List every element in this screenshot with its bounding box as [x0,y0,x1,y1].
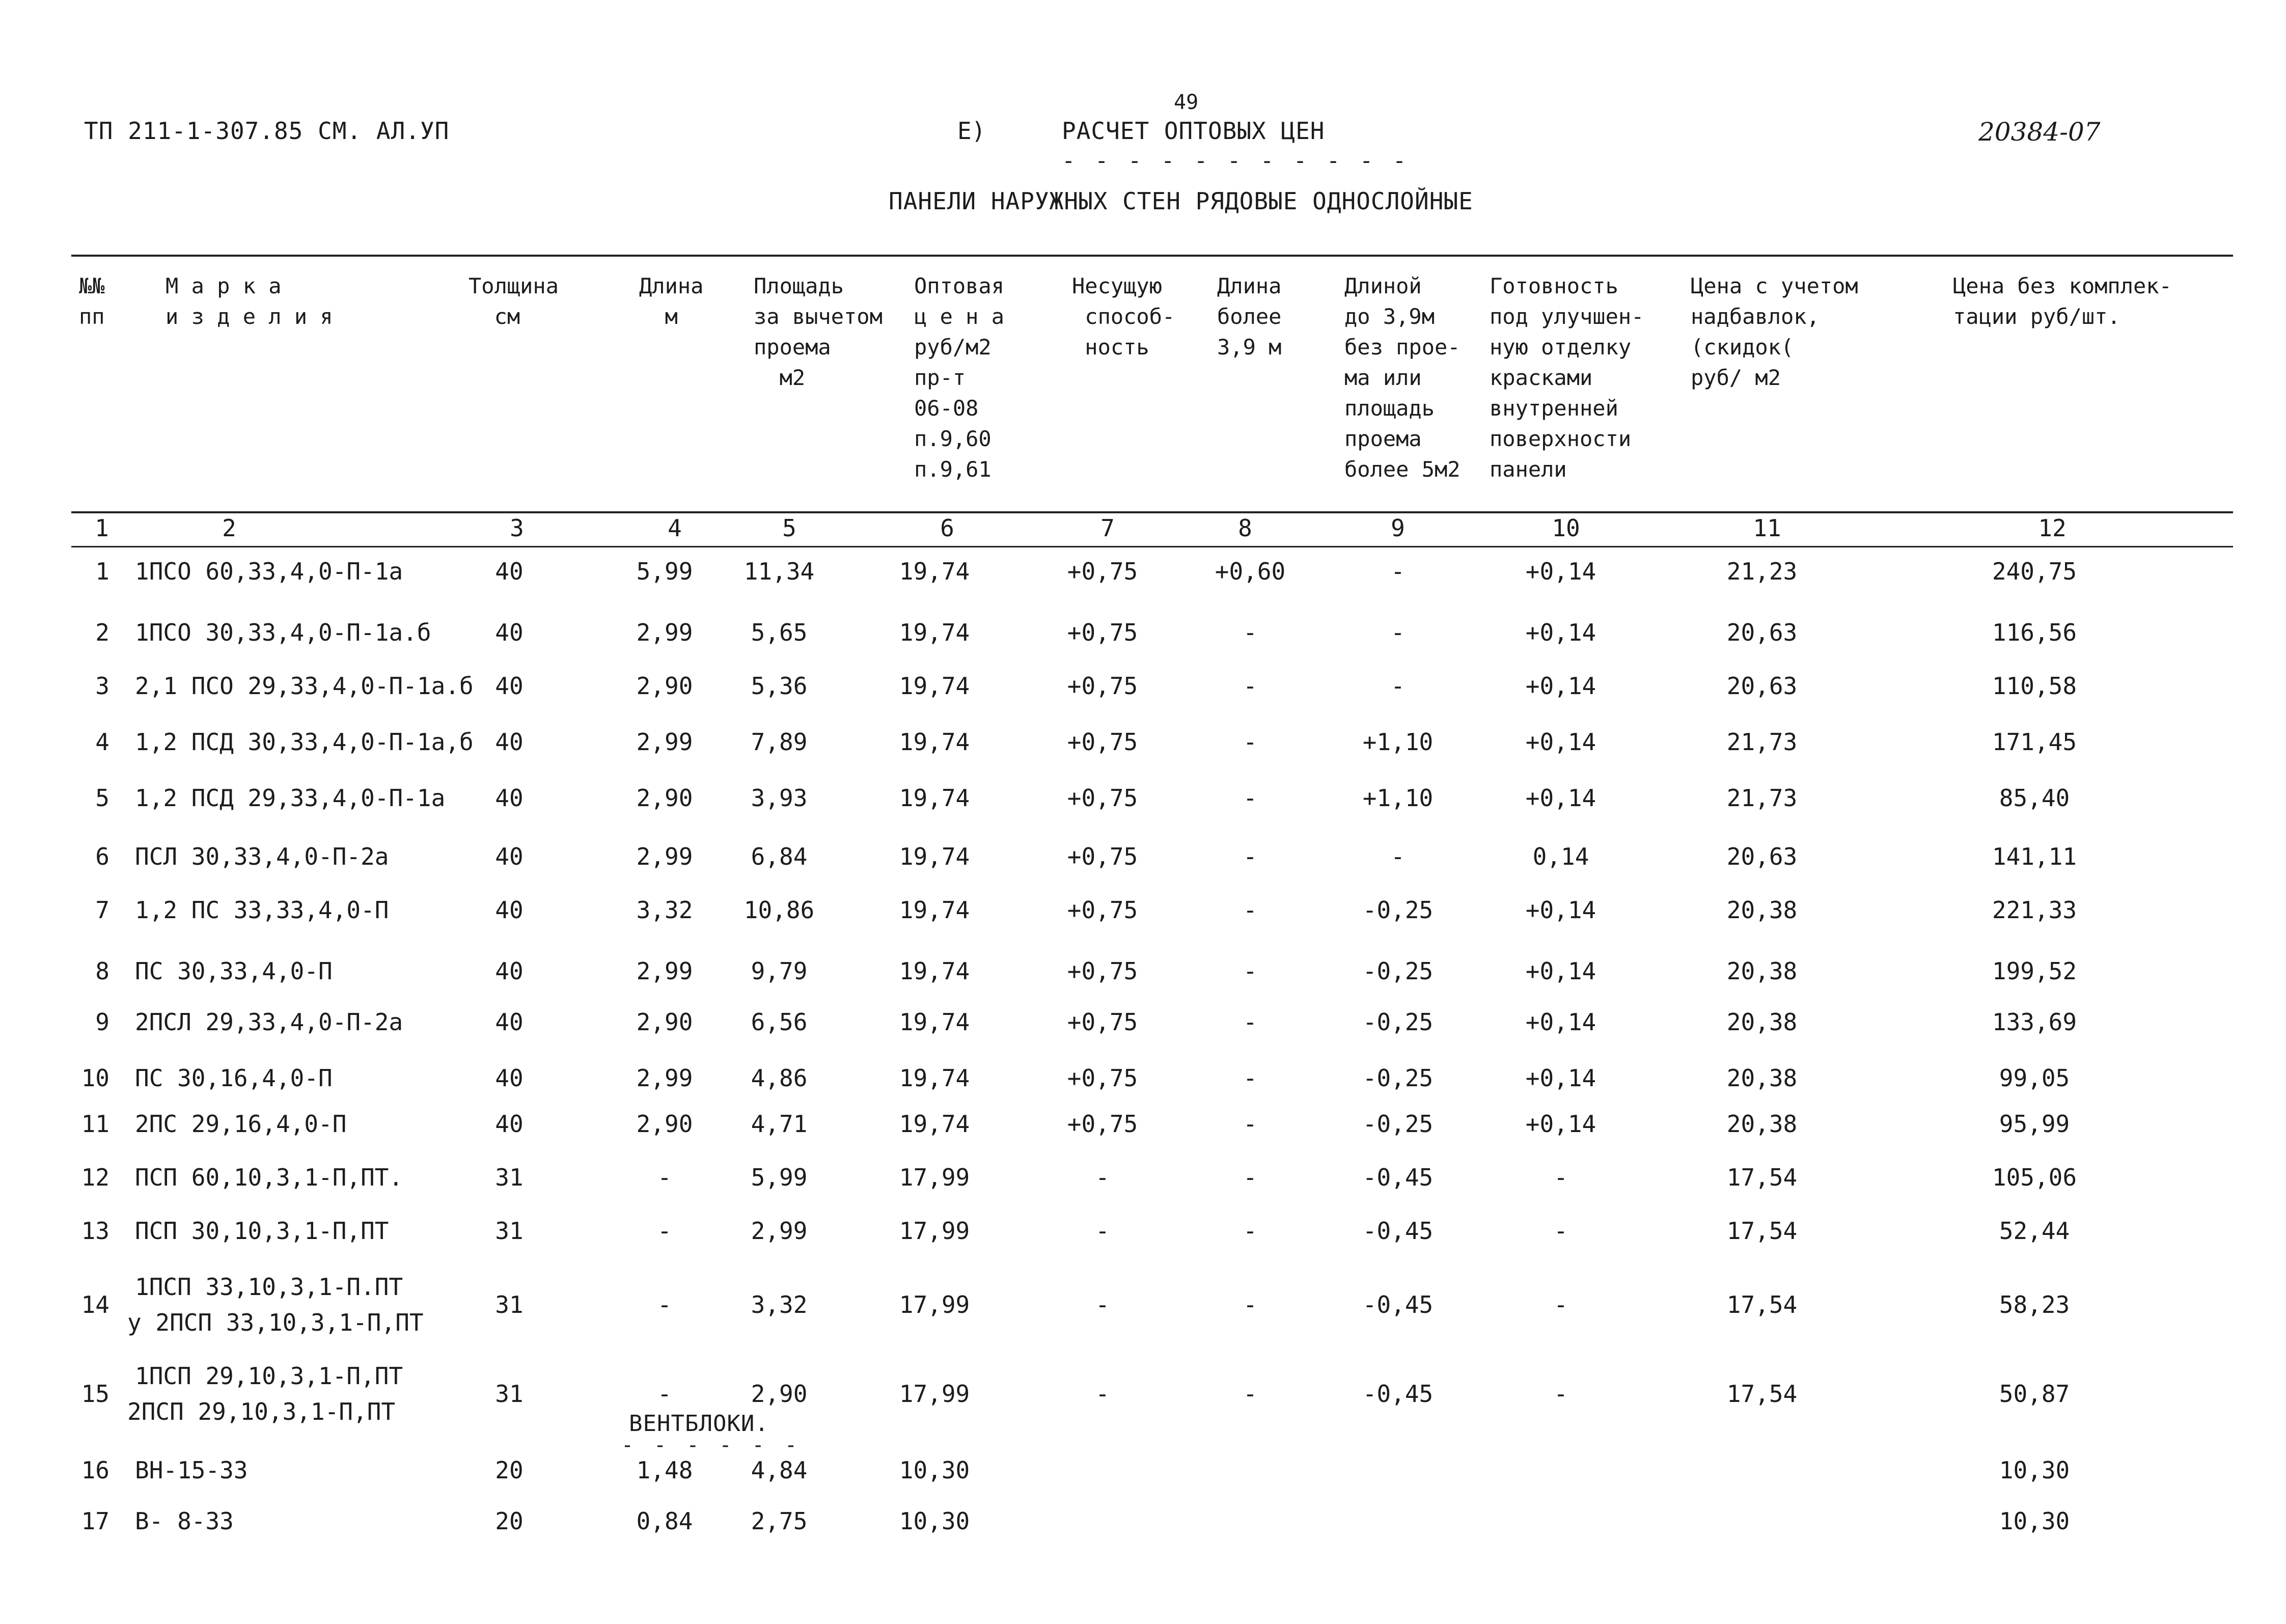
cell-area: 4,71 [751,1110,808,1138]
ventblocks-underline: - - - - - - [621,1434,801,1457]
cell-finish: +0,14 [1525,1008,1596,1036]
cell-wholesale: 19,74 [899,619,970,646]
cell-wholesale: 10,30 [899,1507,970,1535]
cell-thickness: 31 [495,1291,524,1318]
cell-thickness: 40 [495,784,524,812]
cell-no: 16 [81,1456,109,1484]
cell-price-adj: 20,63 [1726,619,1798,646]
cell-length-upto: -0,25 [1362,957,1434,985]
cell-length-over: - [1243,1110,1257,1138]
cell-length-upto: -0,25 [1362,1064,1434,1092]
cell-area: 3,93 [751,784,808,812]
cell-bearing: - [1095,1291,1110,1318]
cell-thickness: 40 [495,558,524,585]
cell-length-upto: -0,45 [1362,1380,1434,1408]
cell-price-adj: 20,38 [1726,1064,1798,1092]
cell-area: 3,32 [751,1291,808,1318]
cell-area: 7,89 [751,728,808,756]
cell-area: 5,36 [751,672,808,700]
cell-length: 3,32 [636,896,693,924]
cell-finish: +0,14 [1525,896,1596,924]
cell-no: 17 [81,1507,109,1535]
archive-number: 20384-07 [1978,117,2101,147]
cell-length: 1,48 [636,1456,693,1484]
cell-length: 2,99 [636,619,693,646]
cell-wholesale: 19,74 [899,1110,970,1138]
cell-price-adj: 20,38 [1726,896,1798,924]
cell-area: 2,75 [751,1507,808,1535]
cell-bearing: +0,75 [1067,558,1138,585]
cell-length-upto: -0,25 [1362,1008,1434,1036]
cell-area: 2,99 [751,1217,808,1245]
cell-bearing: +0,75 [1067,843,1138,870]
cell-thickness: 40 [495,619,524,646]
cell-mark: 1,2 ПСД 29,33,4,0-П-1а [135,784,446,812]
cell-length-over: - [1243,1380,1257,1408]
cell-length-over: - [1243,619,1257,646]
column-number: 2 [222,514,236,542]
header-finish: Готовность под улучшен- ную отделку красками внутренней поверхности панели [1490,273,1644,482]
cell-length-over: - [1243,1008,1257,1036]
table-subtitle: ПАНЕЛИ НАРУЖНЫХ СТЕН РЯДОВЫЕ ОДНОСЛОЙНЫЕ [889,187,1473,215]
header-length-upto: Длиной до 3,9м без прое- ма или площадь проема более 5м2 [1344,273,1461,482]
cell-price-adj: 20,38 [1726,957,1798,985]
cell-price-adj: 20,38 [1726,1110,1798,1138]
cell-bearing: +0,75 [1067,728,1138,756]
cell-area: 4,86 [751,1064,808,1092]
cell-length-upto: -0,25 [1362,896,1434,924]
cell-no: 5 [95,784,109,812]
cell-length: - [657,1380,672,1408]
header-length: Длина м [639,273,704,329]
cell-bearing: +0,75 [1067,672,1138,700]
cell-no: 1 [95,558,109,585]
cell-price-adj: 20,63 [1726,843,1798,870]
cell-mark: 1,2 ПС 33,33,4,0-П [135,896,389,924]
cell-no: 9 [95,1008,109,1036]
cell-price-adj: 17,54 [1726,1217,1798,1245]
cell-length: - [657,1217,672,1245]
cell-mark: В- 8-33 [135,1507,234,1535]
cell-area: 6,84 [751,843,808,870]
cell-price-unit: 133,69 [1992,1008,2077,1036]
header-wholesale: Оптовая ц е н а руб/м2 пр-т 06-08 п.9,60 п.9,61 [914,273,1005,482]
cell-price-unit: 199,52 [1992,957,2077,985]
cell-mark: ПС 30,16,4,0-П [135,1064,333,1092]
header-price-adj: Цена с учетом надбавлок, (скидок( руб/ м2 [1691,273,1858,390]
cell-thickness: 40 [495,957,524,985]
cell-wholesale: 19,74 [899,957,970,985]
cell-price-unit: 141,11 [1992,843,2077,870]
cell-finish: +0,14 [1525,619,1596,646]
cell-finish: 0,14 [1532,843,1589,870]
header-price-unit: Цена без комплек- тации руб/шт. [1953,273,2172,329]
cell-length-upto: -0,25 [1362,1110,1434,1138]
cell-thickness: 20 [495,1456,524,1484]
cell-price-adj: 20,38 [1726,1008,1798,1036]
header-length-over: Длина более 3,9 м [1217,273,1282,360]
cell-bearing: - [1095,1164,1110,1191]
cell-bearing: +0,75 [1067,896,1138,924]
cell-no: 11 [81,1110,109,1138]
column-number: 3 [510,514,524,542]
cell-price-unit: 221,33 [1992,896,2077,924]
cell-price-adj: 21,73 [1726,784,1798,812]
cell-area: 2,90 [751,1380,808,1408]
cell-wholesale: 19,74 [899,558,970,585]
cell-wholesale: 17,99 [899,1291,970,1318]
column-number: 12 [2038,514,2067,542]
cell-area: 10,86 [743,896,815,924]
cell-length-upto: - [1391,843,1405,870]
cell-length: 2,99 [636,957,693,985]
cell-no: 13 [81,1217,109,1245]
cell-length: - [657,1164,672,1191]
cell-price-adj: 17,54 [1726,1164,1798,1191]
header-area: Площадь за вычетом проема м2 [754,273,883,390]
cell-length: 2,99 [636,728,693,756]
cell-thickness: 40 [495,896,524,924]
cell-no: 3 [95,672,109,700]
header-no: №№ пп [79,273,105,329]
cell-length-over: - [1243,1164,1257,1191]
document-code: ТП 211-1-307.85 СМ. АЛ.УП [84,117,450,145]
page-number: 49 [1174,91,1199,114]
cell-area: 4,84 [751,1456,808,1484]
column-number: 4 [668,514,682,542]
cell-wholesale: 17,99 [899,1217,970,1245]
header-thickness: Толщина см [469,273,559,329]
cell-finish: +0,14 [1525,957,1596,985]
table-top-rule [71,255,2233,257]
cell-finish: +0,14 [1525,672,1596,700]
column-number: 11 [1753,514,1781,542]
cell-no: 2 [95,619,109,646]
cell-length: - [657,1291,672,1318]
cell-length: 2,90 [636,784,693,812]
cell-bearing: +0,75 [1067,957,1138,985]
cell-price-unit: 240,75 [1992,558,2077,585]
cell-no: 4 [95,728,109,756]
cell-price-unit: 58,23 [1999,1291,2070,1318]
cell-thickness: 31 [495,1380,524,1408]
cell-price-unit: 95,99 [1999,1110,2070,1138]
header-mark: М а р к а и з д е л и я [166,273,333,329]
cell-mark: 2ПСЛ 29,33,4,0-П-2а [135,1008,403,1036]
cell-bearing: +0,75 [1067,1110,1138,1138]
cell-wholesale: 19,74 [899,672,970,700]
cell-bearing: +0,75 [1067,619,1138,646]
cell-mark: 2,1 ПСО 29,33,4,0-П-1а.б [135,672,474,700]
cell-finish: +0,14 [1525,728,1596,756]
column-number: 5 [782,514,796,542]
cell-price-unit: 99,05 [1999,1064,2070,1092]
cell-thickness: 20 [495,1507,524,1535]
cell-wholesale: 19,74 [899,896,970,924]
cell-price-unit: 85,40 [1999,784,2070,812]
cell-price-unit: 50,87 [1999,1380,2070,1408]
cell-wholesale: 17,99 [899,1164,970,1191]
cell-thickness: 31 [495,1164,524,1191]
cell-bearing: - [1095,1380,1110,1408]
cell-no: 6 [95,843,109,870]
cell-length: 0,84 [636,1507,693,1535]
header-bearing: Несущую способ- ность [1072,273,1175,360]
cell-price-unit: 116,56 [1992,619,2077,646]
cell-length: 2,99 [636,1064,693,1092]
cell-price-adj: 20,63 [1726,672,1798,700]
cell-mark: 1ПСП 33,10,3,1-П.ПТ [135,1273,403,1301]
cell-no: 14 [81,1291,109,1318]
cell-length-over: - [1243,843,1257,870]
cell-thickness: 40 [495,843,524,870]
cell-mark: 2ПС 29,16,4,0-П [135,1110,347,1138]
cell-thickness: 40 [495,1008,524,1036]
cell-length-upto: - [1391,619,1405,646]
cell-area: 9,79 [751,957,808,985]
cell-price-unit: 52,44 [1999,1217,2070,1245]
cell-length: 5,99 [636,558,693,585]
cell-mark: ПСП 60,10,3,1-П,ПТ. [135,1164,403,1191]
cell-finish: - [1554,1291,1568,1318]
cell-length-over: - [1243,672,1257,700]
cell-length-over: +0,60 [1215,558,1286,585]
column-numbers-rule [71,546,2233,547]
cell-price-adj: 21,73 [1726,728,1798,756]
column-number: 1 [95,514,109,542]
cell-mark: ПСП 30,10,3,1-П,ПТ [135,1217,389,1245]
cell-mark-line2: 2ПСП 29,10,3,1-П,ПТ [127,1398,396,1425]
cell-thickness: 40 [495,672,524,700]
cell-mark-line2: у 2ПСП 33,10,3,1-П,ПТ [127,1309,424,1336]
cell-bearing: +0,75 [1067,784,1138,812]
cell-length-over: - [1243,728,1257,756]
cell-price-unit: 10,30 [1999,1456,2070,1484]
cell-price-unit: 10,30 [1999,1507,2070,1535]
cell-length-upto: +1,10 [1362,784,1434,812]
cell-area: 5,65 [751,619,808,646]
cell-length-over: - [1243,1064,1257,1092]
cell-wholesale: 10,30 [899,1456,970,1484]
cell-area: 6,56 [751,1008,808,1036]
cell-length: 2,90 [636,1008,693,1036]
cell-wholesale: 19,74 [899,1008,970,1036]
cell-mark: ВН-15-33 [135,1456,248,1484]
cell-wholesale: 19,74 [899,843,970,870]
column-number: 6 [940,514,954,542]
cell-finish: +0,14 [1525,1064,1596,1092]
cell-thickness: 40 [495,1064,524,1092]
cell-length-over: - [1243,1291,1257,1318]
cell-price-unit: 105,06 [1992,1164,2077,1191]
column-number: 10 [1552,514,1580,542]
cell-bearing: +0,75 [1067,1008,1138,1036]
cell-price-adj: 17,54 [1726,1380,1798,1408]
cell-wholesale: 17,99 [899,1380,970,1408]
cell-wholesale: 19,74 [899,728,970,756]
ventblocks-subheading: ВЕНТБЛОКИ. [629,1411,769,1437]
cell-no: 15 [81,1380,109,1408]
cell-no: 12 [81,1164,109,1191]
cell-mark: ПС 30,33,4,0-П [135,957,333,985]
cell-price-unit: 110,58 [1992,672,2077,700]
cell-mark: 1ПСП 29,10,3,1-П,ПТ [135,1362,403,1390]
cell-length-upto: -0,45 [1362,1164,1434,1191]
cell-length: 2,90 [636,672,693,700]
cell-finish: +0,14 [1525,784,1596,812]
cell-bearing: +0,75 [1067,1064,1138,1092]
cell-wholesale: 19,74 [899,784,970,812]
cell-finish: - [1554,1380,1568,1408]
cell-mark: ПСЛ 30,33,4,0-П-2а [135,843,389,870]
cell-no: 8 [95,957,109,985]
cell-length-over: - [1243,784,1257,812]
cell-length-upto: +1,10 [1362,728,1434,756]
section-letter: Е) [957,117,986,145]
section-title-underline: - - - - - - - - - - - [1062,148,1410,174]
section-title: РАСЧЕТ ОПТОВЫХ ЦЕН [1062,117,1325,145]
cell-bearing: - [1095,1217,1110,1245]
cell-mark: 1,2 ПСД 30,33,4,0-П-1а,б [135,728,474,756]
header-bottom-rule [71,511,2233,513]
cell-wholesale: 19,74 [899,1064,970,1092]
cell-length-over: - [1243,1217,1257,1245]
cell-finish: - [1554,1164,1568,1191]
cell-no: 10 [81,1064,109,1092]
cell-length: 2,90 [636,1110,693,1138]
cell-finish: - [1554,1217,1568,1245]
column-number: 8 [1238,514,1252,542]
cell-price-adj: 17,54 [1726,1291,1798,1318]
cell-finish: +0,14 [1525,558,1596,585]
cell-length-upto: -0,45 [1362,1291,1434,1318]
cell-length-over: - [1243,896,1257,924]
cell-area: 11,34 [743,558,815,585]
cell-length-upto: -0,45 [1362,1217,1434,1245]
cell-thickness: 40 [495,1110,524,1138]
cell-area: 5,99 [751,1164,808,1191]
column-number: 9 [1391,514,1405,542]
cell-mark: 1ПСО 30,33,4,0-П-1а.б [135,619,431,646]
cell-price-unit: 171,45 [1992,728,2077,756]
cell-thickness: 40 [495,728,524,756]
cell-finish: +0,14 [1525,1110,1596,1138]
cell-price-adj: 21,23 [1726,558,1798,585]
cell-no: 7 [95,896,109,924]
cell-thickness: 31 [495,1217,524,1245]
cell-mark: 1ПСО 60,33,4,0-П-1а [135,558,403,585]
cell-length-over: - [1243,957,1257,985]
cell-length-upto: - [1391,558,1405,585]
cell-length: 2,99 [636,843,693,870]
column-number: 7 [1100,514,1115,542]
cell-length-upto: - [1391,672,1405,700]
